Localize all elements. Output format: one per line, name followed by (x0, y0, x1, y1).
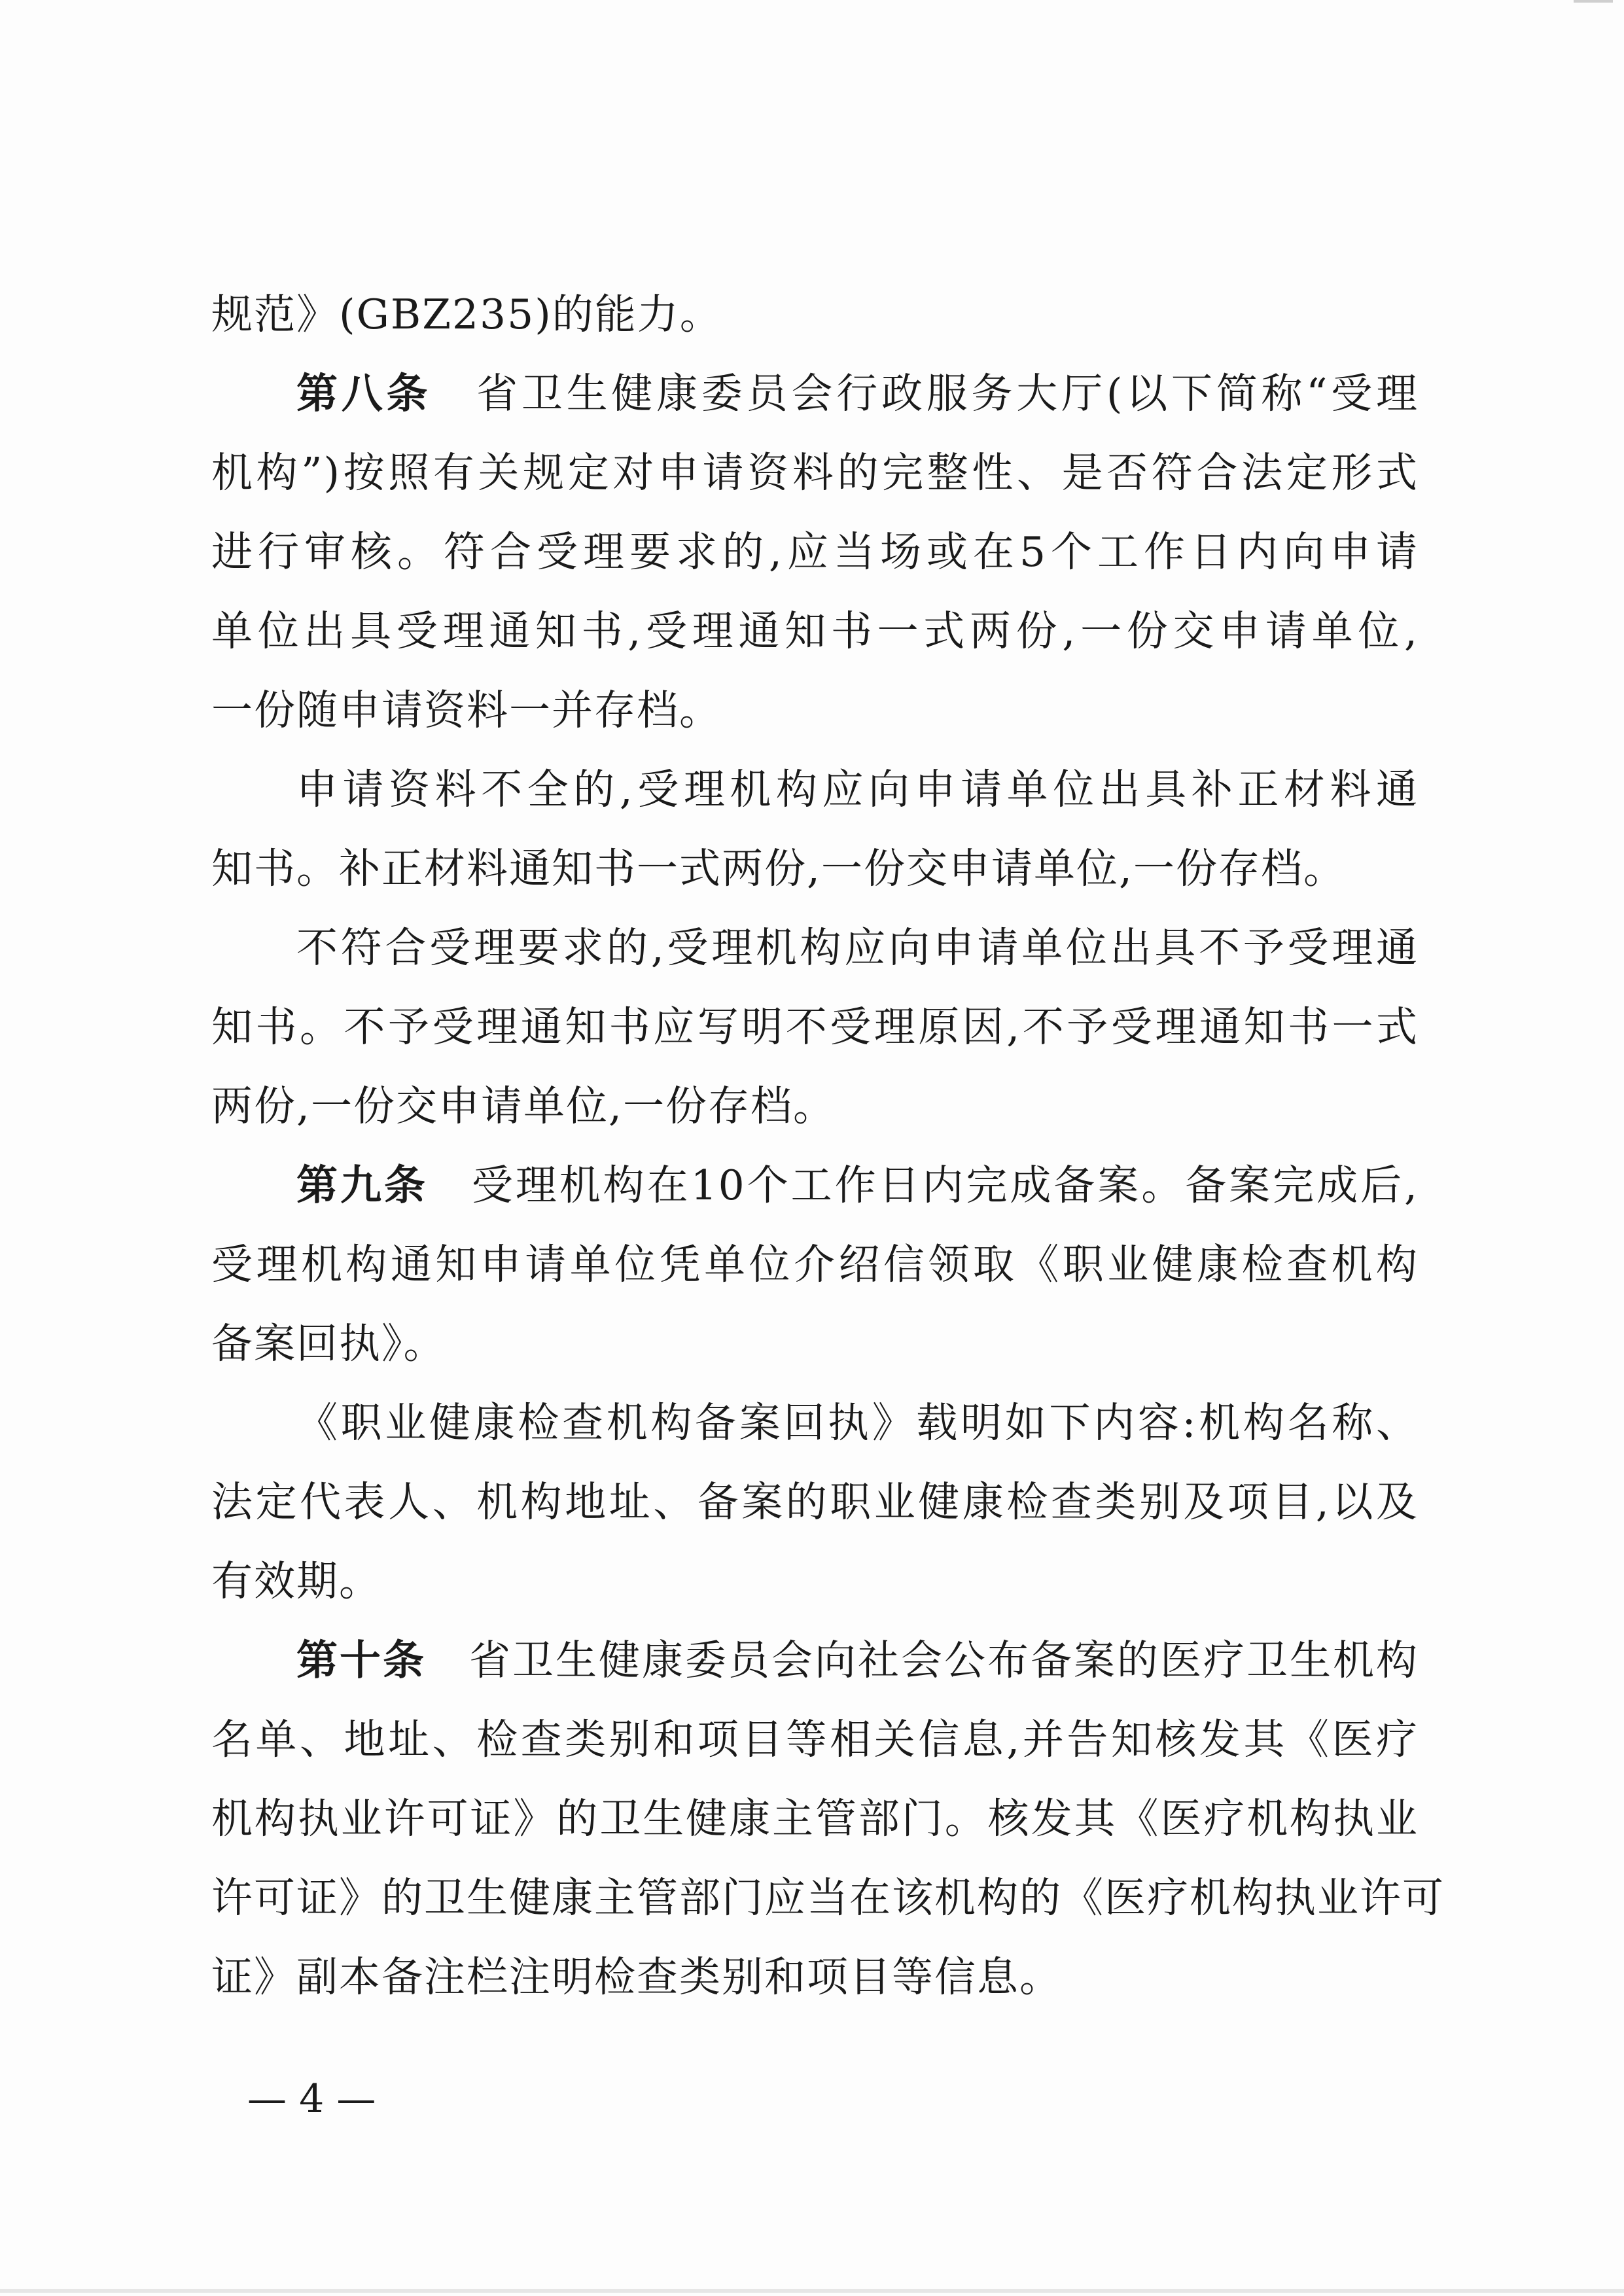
text-line: 不符合受理要求的,受理机构应向申请单位出具不予受理通 (296, 924, 1419, 972)
text-line: 机构”)按照有关规定对申请资料的完整性、是否符合法定形式 (211, 449, 1419, 497)
text-line: 第九条 受理机构在10个工作日内完成备案。备案完成后, (296, 1161, 1419, 1209)
text-line: 知书。补正材料通知书一式两份,一份交申请单位,一份存档。 (211, 845, 1347, 892)
scan-edge-mark (0, 2289, 1624, 2293)
text-line: 有效期。 (211, 1557, 381, 1605)
article-heading: 第八条 (296, 370, 432, 417)
text-line: 单位出具受理通知书,受理通知书一式两份,一份交申请单位, (211, 607, 1419, 655)
text-line: 受理机构通知申请单位凭单位介绍信领取《职业健康检查机构 (211, 1241, 1419, 1288)
page-number: — 4 — (247, 2076, 376, 2122)
text-line: 《职业健康检查机构备案回执》载明如下内容:机构名称、 (296, 1399, 1419, 1447)
text-line: 证》副本备注栏注明检查类别和项目等信息。 (211, 1953, 1062, 2001)
article-heading: 第十条 (296, 1636, 426, 1684)
text-line: 许可证》的卫生健康主管部门应当在该机构的《医疗机构执业许可 (211, 1874, 1445, 1922)
text-line: 机构执业许可证》的卫生健康主管部门。核发其《医疗机构执业 (211, 1795, 1419, 1843)
document-body (211, 275, 1445, 2017)
text-line: 规范》(GBZ235)的能力。 (211, 291, 722, 338)
text-line: 名单、地址、检查类别和项目等相关信息,并告知核发其《医疗 (211, 1716, 1419, 1763)
text-line: 进行审核。符合受理要求的,应当场或在5个工作日内向申请 (211, 528, 1419, 576)
text-line: 一份随申请资料一并存档。 (211, 686, 722, 734)
text-line: 两份,一份交申请单位,一份存档。 (211, 1082, 836, 1130)
text-line: 第十条 省卫生健康委员会向社会公布备案的医疗卫生机构 (296, 1636, 1419, 1684)
text-line: 申请资料不全的,受理机构应向申请单位出具补正材料通 (296, 766, 1419, 813)
text-line: 法定代表人、机构地址、备案的职业健康检查类别及项目,以及 (211, 1478, 1419, 1526)
scan-edge-mark (1574, 0, 1613, 3)
text-line: 第八条 省卫生健康委员会行政服务大厅(以下简称“受理 (296, 370, 1419, 417)
text-line: 备案回执》。 (211, 1320, 446, 1368)
text-line: 知书。不予受理通知书应写明不受理原因,不予受理通知书一式 (211, 1003, 1419, 1051)
article-heading: 第九条 (296, 1161, 428, 1209)
